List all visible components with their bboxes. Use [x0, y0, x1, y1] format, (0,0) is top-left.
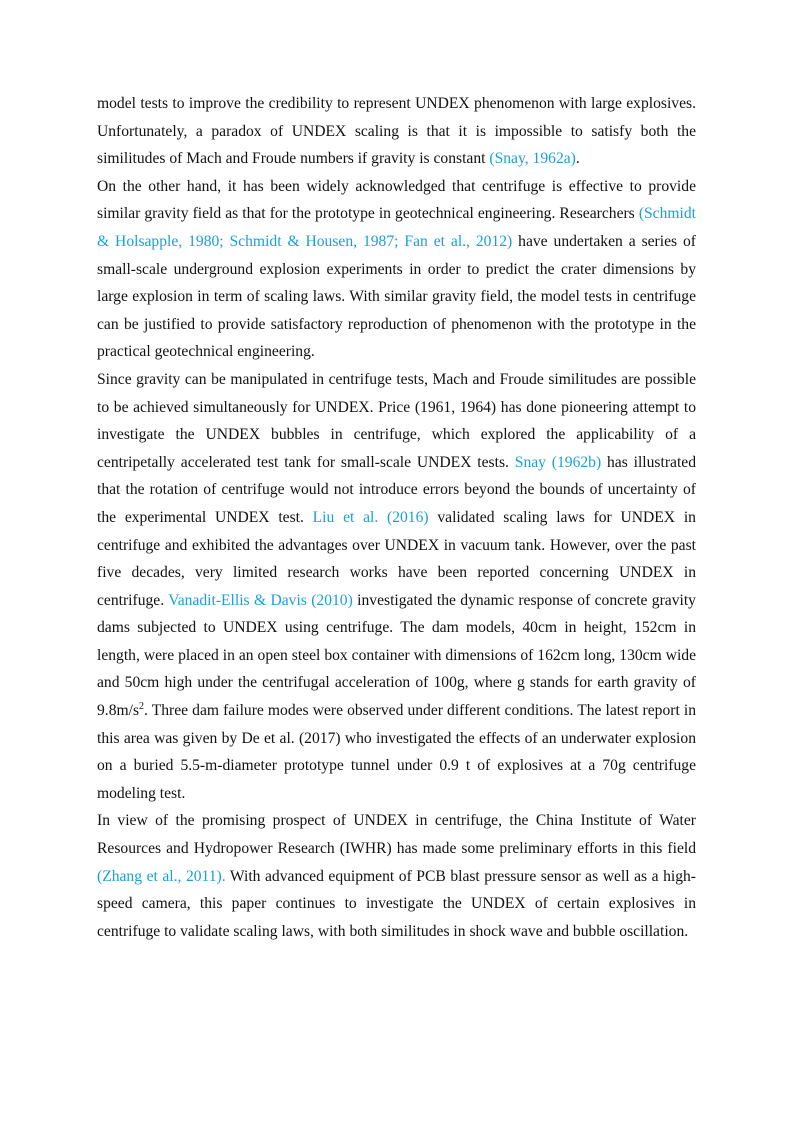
body-text: validated scaling laws for UNDEX in centrifuge and exhibited the advantages over UNDEX in vacuum tank. However, over the past five decades, very limited research works have been reported concerning UNDEX in centrifuge. [97, 508, 696, 609]
citation-link[interactable]: (Schmidt & Holsapple, 1980; Schmidt & Housen, 1987; Fan et al., 2012) [97, 205, 696, 250]
body-text: With advanced equipment of PCB blast pressure sensor as well as a high-speed camera, this paper continues to investigate the UNDEX of certain explosives in centrifuge to validate scaling laws, with both similitudes in shock wave and bubble oscillation. [97, 867, 696, 940]
body-text: investigated the dynamic response of concrete gravity dams subjected to UNDEX using centrifuge. The dam models, 40cm in height, 152cm in length, were placed in an open steel box container with dimensions of 162cm long, 130cm wide and 50cm high under the centrifugal acceleration of 100g, where g stands for earth gravity of 9.8m/s [97, 591, 696, 720]
body-text: . [575, 150, 580, 168]
paragraph-undex-centrifuge-history [97, 366, 696, 808]
body-text: model tests to improve the credibility to represent UNDEX phenomenon with large explosives. Unfortunately, a paradox of UNDEX scaling is that it is impossible to satisfy both the similitudes of Mach and Froude numbers if gravity is constant [97, 95, 696, 168]
superscript-exponent: 2 [139, 700, 145, 712]
paragraph-centrifuge-geotechnical [97, 173, 696, 366]
body-text: In view of the promising prospect of UNDEX in centrifuge, the China Institute of Water Resources and Hydropower Research (IWHR) has made some preliminary efforts in this field [97, 812, 696, 858]
body-text: has illustrated that the rotation of centrifuge would not introduce errors beyond the bounds of uncertainty of the experimental UNDEX test. [97, 453, 696, 526]
body-text: . Three dam failure modes were observed under different conditions. The latest report in this area was given by De et al. (2017) who investigated the effects of an underwater explosion on a buried 5.5-m-diameter prototype tunnel under 0.9 t of explosives at a 70g centrifuge modeling test. [97, 702, 696, 802]
citation-link[interactable]: (Zhang et al., 2011). [97, 867, 226, 885]
citation-link[interactable]: Vanadit-Ellis & Davis (2010) [168, 591, 353, 609]
body-text: have undertaken a series of small-scale underground explosion experiments in order to predict the crater dimensions by large explosion in term of scaling laws. With similar gravity field, the model tests in centrifuge can be justified to provide satisfactory reproduction of phenomenon with the prototype in the practical geotechnical engineering. [97, 232, 696, 361]
citation-link[interactable]: Liu et al. (2016) [312, 508, 429, 526]
body-text: On the other hand, it has been widely acknowledged that centrifuge is effective to provide similar gravity field as that for the prototype in geotechnical engineering. Researchers [97, 177, 696, 223]
paragraph-iwhr-present-work [97, 807, 696, 945]
citation-link[interactable]: (Snay, 1962a) [489, 150, 576, 168]
citation-link[interactable]: Snay (1962b) [514, 453, 602, 471]
body-text: Since gravity can be manipulated in centrifuge tests, Mach and Froude similitudes are possible to be achieved simultaneously for UNDEX. Price (1961, 1964) has done pioneering attempt to investigate the UNDEX bubbles in centrifuge, which explored the applicability of a centripetally accelerated test tank for small-scale UNDEX tests. [97, 370, 696, 471]
paragraph-scaling-paradox [97, 90, 696, 173]
